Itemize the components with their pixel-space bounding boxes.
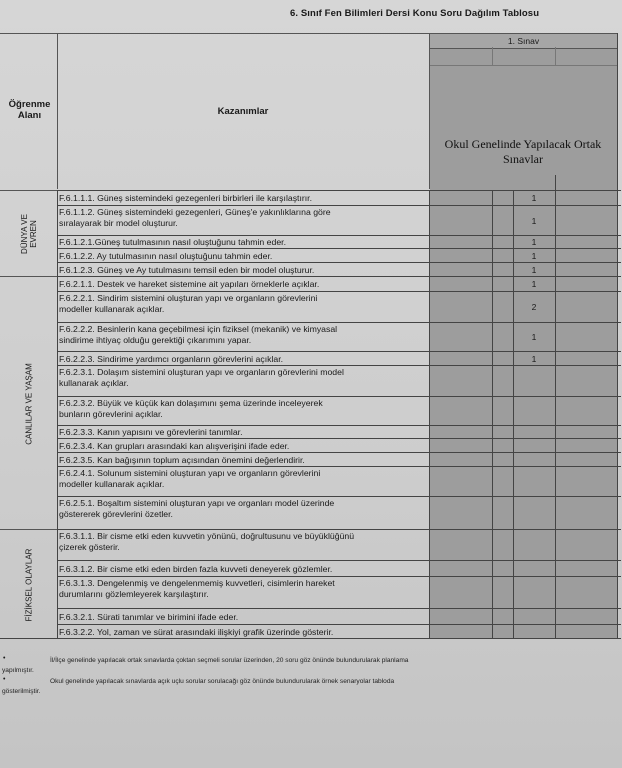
table-row xyxy=(57,205,621,236)
table-row xyxy=(57,276,621,292)
question-count: 1 xyxy=(531,250,537,261)
table-row xyxy=(57,624,621,639)
outcome-line: sindirime ihtiyaç olduğu gerektiği çıkarımını yapar. xyxy=(59,334,252,345)
outcome-text xyxy=(59,279,429,290)
learning-area-cell xyxy=(0,190,57,277)
outcome-line: sıralayarak bir model oluşturur. xyxy=(59,217,178,228)
outcome-text xyxy=(59,627,429,638)
outcomes-label: Kazanımlar xyxy=(217,106,269,117)
outcome-line: F.6.2.3.1. Dolaşım sistemini oluşturan yapı ve organların görevlerini model xyxy=(59,367,344,377)
outcome-line: bunların görevlerini açıklar. xyxy=(59,408,163,419)
outcome-line: F.6.1.2.3. Güneş ve Ay tutulmasını temsil eden bir model oluşturur. xyxy=(59,264,315,275)
question-count: 2 xyxy=(531,302,537,312)
outcome-line: F.6.3.2.2. Yol, zaman ve sürat arasındaki ilişkiyi grafik üzerinde gösterir. xyxy=(59,626,334,637)
table-row xyxy=(57,560,621,577)
outcome-text xyxy=(59,207,429,228)
learning-area-name: FİZİKSEL OLAYLAR xyxy=(24,548,33,621)
footnote-line: yapılmıştır. xyxy=(2,667,34,674)
outcome-line: modeller kullanarak açıklar. xyxy=(59,478,165,489)
table-bottom-border xyxy=(0,638,621,639)
outcome-line: çizerek gösterir. xyxy=(59,541,120,552)
outcome-line: F.6.3.1.1. Bir cisme etki eden kuvvetin yönünü, doğrultusunu ve büyüklüğünü xyxy=(59,531,355,541)
table-row xyxy=(57,262,621,277)
footnote-line: İl/İlçe genelinde yapılacak ortak sınavlarda çoktan seçmeli sorular üzerinden, 20 soru göz önünde bulundurularak planlama xyxy=(50,657,409,664)
outcome-text xyxy=(59,354,429,365)
outcome-line: durumlarını gözlemleyerek karşılaştırır. xyxy=(59,588,209,599)
outcome-line: F.6.3.1.3. Dengelenmiş ve dengelenmemiş kuvvetleri, cisimlerin hareket xyxy=(59,578,335,588)
table-row xyxy=(57,322,621,352)
learning-area-header xyxy=(0,33,58,189)
learning-area-name: DÜNYA VE EVREN xyxy=(19,214,38,254)
outcome-text xyxy=(59,578,429,599)
note-bullet: • xyxy=(3,676,6,683)
question-count: 1 xyxy=(531,332,537,342)
outcome-line: F.6.2.2.1. Sindirim sistemini oluşturan yapı ve organların görevlerini xyxy=(59,293,318,303)
outcome-line: göstererek görevlerini özetler. xyxy=(59,508,173,519)
table-row xyxy=(57,396,621,426)
table-row xyxy=(57,496,621,530)
outcome-text xyxy=(59,612,429,623)
table-row xyxy=(57,351,621,366)
question-count: 1 xyxy=(531,215,537,226)
table-row xyxy=(57,190,621,206)
outcome-text xyxy=(59,427,429,438)
exam-subheader xyxy=(430,47,617,66)
outcome-line: F.6.2.4.1. Solunum sistemini oluşturan yapı ve organların görevlerini xyxy=(59,468,321,478)
table-row xyxy=(57,576,621,609)
table-row xyxy=(57,452,621,467)
column-divider xyxy=(492,190,493,638)
exam-header: 1. Sınav xyxy=(430,33,617,49)
column-divider xyxy=(617,33,618,638)
outcome-line: F.6.3.1.2. Bir cisme etki eden birden fazla kuvveti deneyerek gözlemler. xyxy=(59,563,333,574)
outcome-line: F.6.2.3.5. Kan bağışının toplum açısından önemini değerlendirir. xyxy=(59,454,305,465)
exam-subheader-divider xyxy=(492,47,493,65)
outcome-text xyxy=(59,265,429,276)
table-row xyxy=(57,529,621,561)
outcome-line: F.6.2.5.1. Boşaltım sistemini oluşturan yapı ve organları model üzerinde xyxy=(59,498,335,508)
question-count: 1 xyxy=(531,264,537,275)
question-count: 1 xyxy=(531,353,537,364)
outcome-line: F.6.3.2.1. Sürati tanımlar ve birimini ifade eder. xyxy=(59,611,239,622)
outcome-text xyxy=(59,498,429,519)
column-divider xyxy=(513,190,514,638)
outcome-line: modeller kullanarak açıklar. xyxy=(59,303,165,314)
column-divider xyxy=(429,190,430,638)
outcome-text xyxy=(59,531,429,552)
question-count: 1 xyxy=(531,193,537,203)
table-row xyxy=(57,365,621,397)
table-row xyxy=(57,235,621,249)
outcome-line: F.6.1.1.2. Güneş sistemindeki gezegenleri, Güneş'e yakınlıklarına göre xyxy=(59,207,331,217)
learning-area-cell xyxy=(0,529,57,639)
outcome-line: kullanarak açıklar. xyxy=(59,377,129,388)
outcome-line: F.6.2.3.4. Kan grupları arasındaki kan alışverişini ifade eder. xyxy=(59,440,290,451)
column-divider xyxy=(555,175,556,638)
outcome-text xyxy=(59,324,429,345)
learning-area-label: Öğrenme Alanı xyxy=(8,99,51,121)
outcome-line: F.6.1.1.1. Güneş sistemindeki gezegenleri birbirleri ile karşılaştırır. xyxy=(59,193,313,203)
outcome-text xyxy=(59,455,429,466)
note-bullet: • xyxy=(3,655,6,662)
column-divider xyxy=(57,190,58,638)
exam-type-label: Okul Genelinde Yapılacak Ortak Sınavlar xyxy=(444,137,602,166)
learning-area-name: CANLILAR VE YAŞAM xyxy=(24,362,33,445)
table-row xyxy=(57,425,621,439)
outcome-text xyxy=(59,398,429,419)
outcomes-header xyxy=(57,33,430,189)
outcome-line: F.6.2.2.3. Sindirime yardımcı organların görevlerini açıklar. xyxy=(59,353,284,364)
table-row xyxy=(57,466,621,497)
outcome-line: F.6.2.2.2. Besinlerin kana geçebilmesi için fiziksel (mekanik) ve kimyasal xyxy=(59,324,338,334)
outcome-text xyxy=(59,441,429,452)
outcome-text xyxy=(59,193,429,204)
outcome-text xyxy=(59,367,429,388)
learning-area-cell xyxy=(0,276,57,530)
outcome-text xyxy=(59,468,429,489)
table-row xyxy=(57,608,621,625)
outcome-line: F.6.2.3.2. Büyük ve küçük kan dolaşımını şema üzerinde inceleyerek xyxy=(59,398,323,408)
table-row xyxy=(57,291,621,323)
exam-subheader-divider xyxy=(555,47,556,65)
outcome-line: F.6.1.2.2. Ay tutulmasının nasıl oluştuğunu tahmin eder. xyxy=(59,250,273,261)
page-title: 6. Sınıf Fen Bilimleri Dersi Konu Soru Dağılım Tablosu xyxy=(290,8,540,19)
outcome-text xyxy=(59,251,429,262)
footnote-line: gösterilmiştir. xyxy=(2,688,41,695)
table-row xyxy=(57,248,621,263)
footnote-line: Okul genelinde yapılacak sınavlarda açık uçlu sorular sorulacağı göz önünde bulundurularak örnek senaryolar tabloda xyxy=(50,678,395,685)
outcome-text xyxy=(59,293,429,314)
question-count: 1 xyxy=(531,237,537,247)
outcome-text xyxy=(59,564,429,575)
outcome-line: F.6.2.3.3. Kanın yapısını ve görevlerini tanımlar. xyxy=(59,427,243,437)
outcome-line: F.6.1.2.1.Güneş tutulmasının nasıl oluştuğunu tahmin eder. xyxy=(59,237,286,247)
outcome-text xyxy=(59,237,429,248)
question-count: 1 xyxy=(531,279,537,289)
table-row xyxy=(57,438,621,453)
outcome-line: F.6.2.1.1. Destek ve hareket sistemine ait yapıları örneklerle açıklar. xyxy=(59,279,320,289)
